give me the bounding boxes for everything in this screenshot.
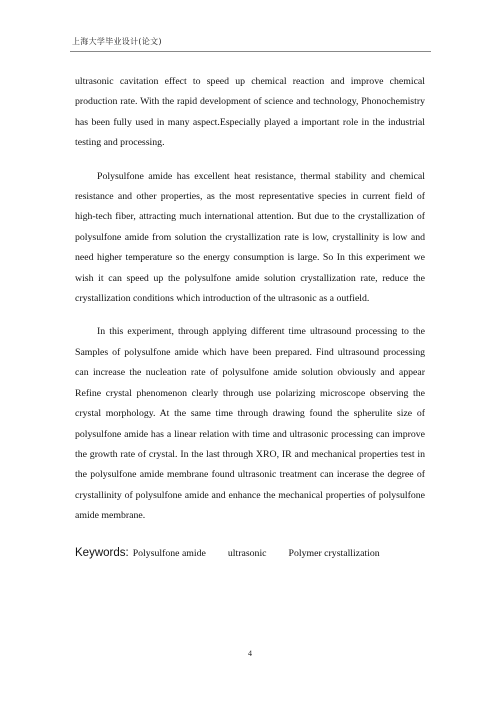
header-divider bbox=[70, 51, 431, 52]
keyword-3: Polymer crystallization bbox=[288, 548, 380, 559]
paragraph-3: In this experiment, through applying different time ultrasound processing to the Samples of polysulfone amide which have been prepared. Find ultrasound processing can increase the nucleation rate of polysulfone amide solution obviously and appear Refine crystal phenomenon clearly through use polarizing microscope observing the crystal morphology. At the same time through drawing found the spherulite size of polysulfone amide has a linear relation with time and ultrasonic processing can improve the growth rate of crystal. In the last through XRO, IR and mechanical properties test in the polysulfone amide membrane found ultrasonic treatment can incerase the degree of crystallinity of polysulfone amide and enhance the mechanical properties of polysulfone amide membrane. bbox=[75, 326, 425, 522]
page-number: 4 bbox=[248, 649, 252, 658]
running-header: 上海大学毕业设计(论文) bbox=[72, 37, 162, 46]
keywords-label: Keywords: bbox=[75, 547, 129, 559]
abstract-body bbox=[75, 72, 425, 540]
keyword-1: Polysulfone amide bbox=[132, 548, 206, 559]
paragraph-2: Polysulfone amide has excellent heat resistance, thermal stability and chemical resistance and other properties, as the most representative species in current field of high-tech fiber, attracting much international attention. But due to the crystallization of polysulfone amide from solution the crystallization rate is low, crystallinity is low and need higher temperature so the energy consumption is large. So In this experiment we wish it can speed up the polysulfone amide solution crystallization rate, reduce the crystallization conditions which introduction of the ultrasonic as a outfield. bbox=[75, 170, 425, 305]
paragraph-1: ultrasonic cavitation effect to speed up chemical reaction and improve chemical production rate. With the rapid development of science and technology, Phonochemistry has been fully used in many aspect.Especially played a important role in the industrial testing and processing. bbox=[75, 76, 425, 149]
keyword-2: ultrasonic bbox=[227, 548, 267, 559]
keywords-line bbox=[75, 543, 380, 561]
